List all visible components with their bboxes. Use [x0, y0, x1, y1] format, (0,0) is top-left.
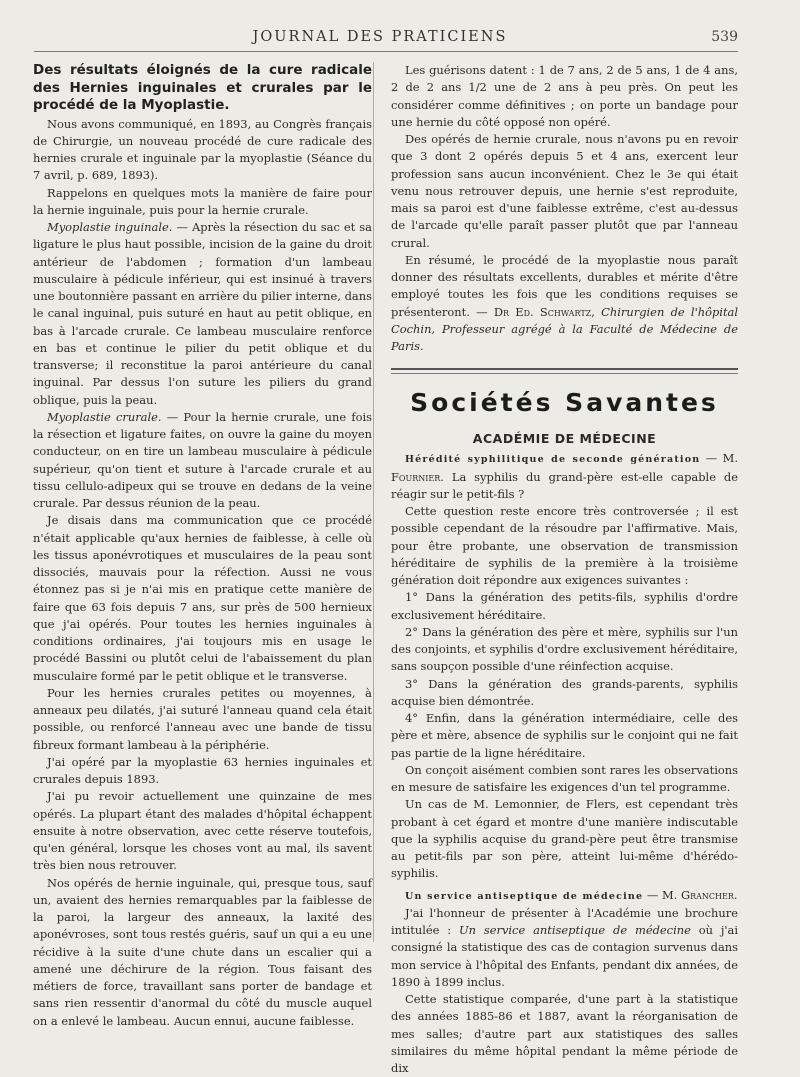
paragraph: Pour les hernies crurales petites ou moyennes, à anneaux peu dilatés, j'ai suturé l'anneau quand cela était possible, ou renforcé l'anneau avec une bande de tissu fibreux formant lambeau à la périphérie.: [33, 685, 372, 752]
running-head: JOURNAL DES PRATICIENS: [252, 29, 508, 45]
brochure-title: Un service antiseptique de médecine: [458, 923, 691, 937]
entry-author: M. Grancher.: [662, 887, 738, 902]
paragraph: J'ai opéré par la myoplastie 63 hernies inguinales et crurales depuis 1893.: [33, 754, 372, 786]
paragraph-text: — Pour la hernie crurale, une fois la résection et ligature faites, on ouvre la gaine du moyen conducteur, on en tire un lambeau musculaire à pédicule supérieur, qu'on tient et suture à l'arcade crurale et au tissu cellulo-adipeux qui se trouve en dedans de la veine crurale. Par dessus réunion de la peau.: [33, 409, 372, 510]
entry-author: M. Fournier.: [391, 451, 738, 484]
paragraph: On conçoit aisément combien sont rares les observations en mesure de satisfaire les exigences d'un tel programme.: [391, 762, 738, 794]
paragraph-text: J'ai l'honneur de présenter à l'Académie une brochure intitulée :: [391, 905, 738, 937]
list-item: 4° Enfin, dans la génération intermédiaire, celle des père et mère, absence de syphilis sur le conjoint qui ne fait pas partie de la ligne héréditaire.: [391, 711, 738, 760]
paragraph: Nos opérés de hernie inguinale, qui, presque tous, sauf un, avaient des hernies remarquables par la faiblesse de la paroi, la largeur des anneaux, la laxité des aponévroses, sont tous restés guéris, sauf un qui a eu une récidive à la suite d'une chute dans un escalier qui a amené une déchirure de la région. Tous faisant des métiers de force, travaillant sans porter de bandage et sans rien ressentir d'anormal du côté du muscle auquel on a enlevé le lambeau. Aucun ennui, aucune faiblesse.: [33, 875, 372, 1028]
paragraph: Cette question reste encore très controversée ; il est possible cependant de la résoudre par l'affirmative. Mais, pour être probante, une observation de transmission héréditaire de syphilis de la première à la troisième génération doit répondre aux exigences suivantes :: [391, 504, 738, 587]
page-number: 539: [711, 29, 738, 45]
academy-title: ACADÉMIE DE MÉDECINE: [472, 431, 657, 447]
entry-heading: Un service antiseptique de médecine — M. Grancher.: [405, 887, 738, 902]
subheading-crurale: Myoplastie crurale.: [47, 409, 162, 424]
section-rule: [391, 368, 738, 374]
paragraph-text: où j'ai consigné la statistique des cas de contagion survenus dans mon service à l'hôpital des Enfants, pendant dix années, de 1890 à 1899 inclus.: [391, 923, 738, 989]
paragraph: Je disais dans ma communication que ce procédé n'était applicable qu'aux hernies de faiblesse, à celle où les tissus aponévrotiques et musculaires de la peau sont dissociés, mauvais pour la réfection. Aussi ne vous étonnez pas si je n'ai mis en pratique cette manière de faire que 63 fois depuis 7 ans, sur près de 500 hernieux que j'ai opérés. Pour toutes les hernies inguinales à conditions ordinaires, j'ai toujours mis en usage le procédé Bassini ou plutôt celui de l'abaissement du plan musculaire formé par le petit oblique et le transverse.: [33, 513, 372, 683]
paragraph: Rappelons en quelques mots la manière de faire pour la hernie inguinale, puis pour la hernie crurale.: [33, 185, 372, 217]
paragraph: Cette statistique comparée, d'une part à la statistique des années 1885-86 et 1887, avant la réorganisation de mes salles; d'autre part aux statistiques des salles similaires du même hôpital pendant la même période de dix: [391, 992, 738, 1075]
right-column: [391, 62, 738, 1077]
paragraph: Des opérés de hernie crurale, nous n'avons pu en revoir que 3 dont 2 opérés depuis 5 et 4 ans, exercent leur profession sans aucun inconvénient. Chez le 3e qui était venu nous retrouver depuis, une hernie s'est reproduite, mais sa paroi est d'une faiblesse extrême, c'est au-dessus de l'arcade qu'elle paraît passer plutôt que par l'anneau crural.: [391, 132, 738, 250]
paragraph: Un cas de M. Lemonnier, de Flers, est cependant très probant à cet égard et montre d'une manière indiscutable que la syphilis acquise du grand-père peut être transmise au petit-fils par son père, atteint lui-même d'hérédo-syphilis.: [391, 797, 738, 881]
list-item: 2° Dans la génération des père et mère, syphilis sur l'un des conjoints, et syphilis d'ordre exclusivement héréditaire, sans soupçon possible d'une réinfection acquise.: [391, 624, 738, 674]
paragraph: [391, 905, 738, 991]
header-rule: [34, 51, 738, 52]
paragraph: J'ai pu revoir actuellement une quinzaine de mes opérés. La plupart étant des malades d'hôpital échappent ensuite à notre observation, avec cette réserve toutefois, qu'en général, lorsque les choses vont au mal, ils savent très bien nous retrouver.: [33, 789, 372, 873]
entry-title: Hérédité syphilitique de seconde génération: [405, 454, 701, 466]
author-affiliation: Chirurgien de l'hôpital Cochin, Professeur agrégé à la Faculté de Médecine de Paris.: [391, 304, 739, 353]
paragraph: Les guérisons datent : 1 de 7 ans, 2 de 5 ans, 1 de 4 ans, 2 de 2 ans 1/2 une de 2 ans à peu près. On peut les considérer comme définitives ; on porte un bandage pour une hernie du côté opposé non opéré.: [391, 63, 738, 129]
section-title: Sociétés Savantes: [410, 388, 719, 418]
paragraph-text: — Après la résection du sac et sa ligature le plus haut possible, incision de la gaine du droit antérieur de l'abdomen ; formation d'un lambeau musculaire à pédicule inférieur, qui est insinué à travers une boutonnière passant en arrière du pilier interne, dans le canal inguinal, puis suturé en haut au petit oblique, en bas à l'arcade crurale. Ce lambeau musculaire renforce en bas et continue le pilier du petit oblique et du transverse; il reconstitue la paroi antérieure du canal inguinal. Par dessus l'on suture les piliers du grand oblique, puis la peau.: [33, 220, 372, 407]
column-divider: [373, 62, 374, 942]
paragraph: [391, 252, 738, 356]
subheading-inguinal: Myoplastie inguinale.: [47, 220, 173, 234]
entry-title: Un service antiseptique de médecine: [405, 890, 644, 902]
entry-heading: Hérédité syphilitique de seconde génération — M. Fournier. La syphilis du grand-père est-elle capable de réagir sur le petit-fils ?: [391, 451, 738, 501]
left-column: [33, 62, 372, 1030]
author-signature: Dr Ed. Schwartz,: [493, 304, 595, 319]
paragraph-text: La syphilis du grand-père est-elle capable de réagir sur le petit-fils ?: [391, 469, 738, 501]
list-item: 1° Dans la génération des petits-fils, syphilis d'ordre exclusivement héréditaire.: [391, 590, 738, 622]
paragraph: Nous avons communiqué, en 1893, au Congrès français de Chirurgie, un nouveau procédé de cure radicale des hernies crurale et inguinale par la myoplastie (Séance du 7 avril, p. 689, 1893).: [33, 116, 372, 183]
paragraph-text: En résumé, le procédé de la myoplastie nous paraît donner des résultats excellents, durables et mérite d'être employé toutes les fois que les conditions requises se présenteront. —: [391, 252, 738, 319]
paragraph: [33, 409, 372, 513]
list-item: 3° Dans la génération des grands-parents, syphilis acquise bien démontrée.: [391, 676, 738, 708]
paragraph: [33, 219, 372, 409]
article-title: Des résultats éloignés de la cure radicale des Hernies inguinales et crurales par le procédé de la Myoplastie.: [33, 62, 372, 113]
